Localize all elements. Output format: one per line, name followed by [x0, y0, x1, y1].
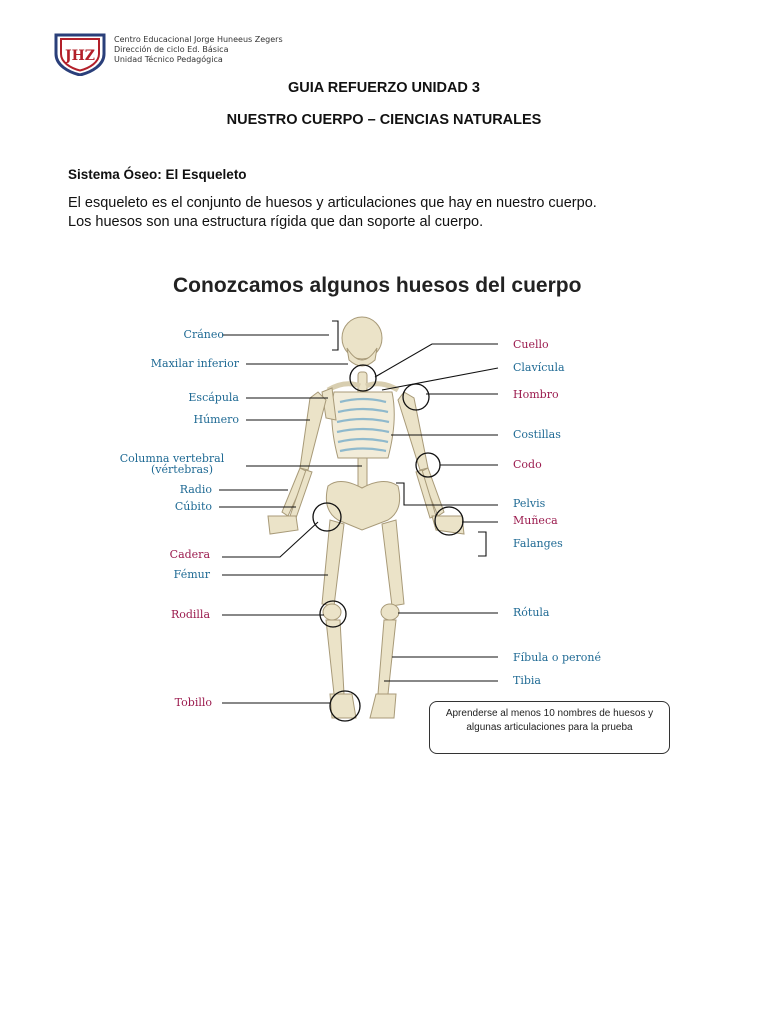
label-fibula: Fíbula o peroné: [513, 651, 601, 664]
figure-title: Conozcamos algunos huesos del cuerpo: [173, 274, 582, 297]
document-subtitle: NUESTRO CUERPO – CIENCIAS NATURALES: [226, 112, 542, 128]
document-title: GUIA REFUERZO UNIDAD 3: [288, 80, 480, 96]
paragraph-line: El esqueleto es el conjunto de huesos y articulaciones que hay en nuestro cuerpo.: [68, 195, 597, 211]
label-maxilar-inferior: Maxilar inferior: [150, 357, 239, 370]
label-cubito: Cúbito: [174, 500, 212, 513]
label-hombro: Hombro: [513, 388, 559, 401]
school-department: Dirección de ciclo Ed. Básica: [114, 45, 229, 54]
label-radio: Radio: [179, 483, 212, 496]
label-tibia: Tibia: [513, 674, 541, 687]
label-tobillo: Tobillo: [174, 696, 212, 709]
study-note: Aprenderse al menos 10 nombres de huesos y algunas articulaciones para la prueba: [429, 701, 670, 754]
label-humero: Húmero: [193, 413, 239, 426]
label-costillas: Costillas: [513, 428, 561, 441]
label-muneca: Muñeca: [513, 514, 558, 527]
section-heading: Sistema Óseo: El Esqueleto: [68, 167, 247, 182]
label-cuello: Cuello: [513, 338, 549, 351]
logo-text: JHZ: [64, 48, 96, 64]
label-cadera: Cadera: [169, 548, 210, 561]
label-columna-vertebral: Columna vertebral: [119, 452, 225, 465]
school-name: Centro Educacional Jorge Huneeus Zegers: [114, 35, 283, 44]
label-craneo: Cráneo: [183, 328, 224, 341]
school-unit: Unidad Técnico Pedagógica: [114, 55, 223, 64]
label-vertebras: (vértebras): [151, 463, 213, 476]
label-femur: Fémur: [173, 568, 210, 581]
paragraph-line: Los huesos son una estructura rígida que dan soporte al cuerpo.: [68, 214, 484, 230]
label-codo: Codo: [513, 458, 542, 471]
label-clavicula: Clavícula: [513, 361, 565, 374]
label-pelvis: Pelvis: [513, 497, 546, 510]
label-falanges: Falanges: [513, 537, 563, 550]
label-rotula: Rótula: [513, 606, 550, 619]
label-rodilla: Rodilla: [170, 608, 210, 621]
label-escapula: Escápula: [188, 391, 239, 404]
